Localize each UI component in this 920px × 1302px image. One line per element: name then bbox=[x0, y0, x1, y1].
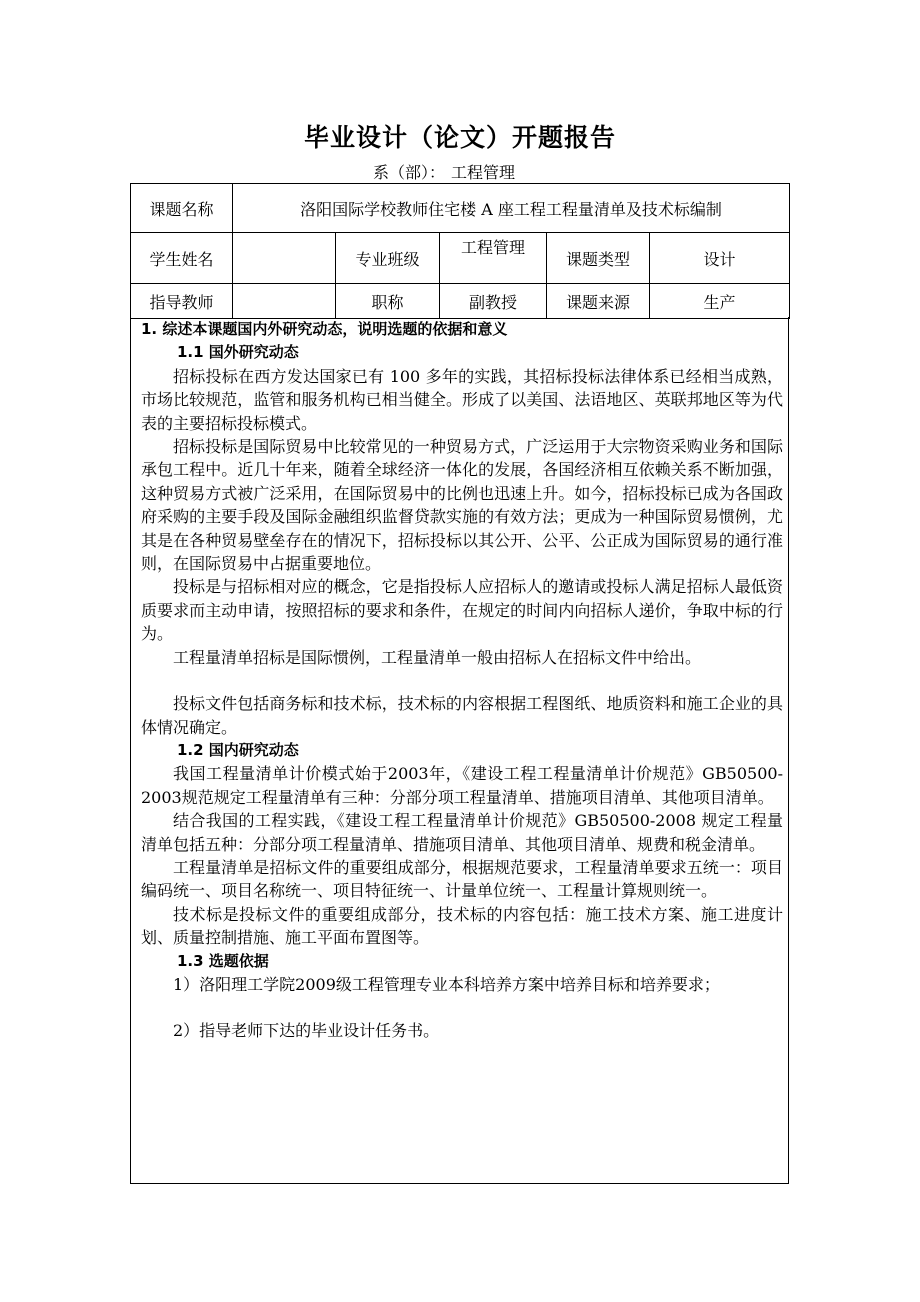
paragraph: 投标文件包括商务标和技术标，技术标的内容根据工程图纸、地质资料和施工企业的具体情况确定。 bbox=[141, 694, 783, 737]
advisor-label: 指导教师 bbox=[131, 284, 233, 319]
page-title: 毕业设计（论文）开题报告 bbox=[303, 123, 616, 152]
subheading-domestic: 1.2 国内研究动态 bbox=[177, 740, 299, 759]
paragraph: 结合我国的工程实践，《建设工程工程量清单计价规范》GB50500-2008 规定工程量清单包括五种：分部分项工程量清单、措施项目清单、其他项目清单、规费和税金清单。 bbox=[141, 811, 783, 854]
paragraph: 1）洛阳理工学院2009级工程管理专业本科培养方案中培养目标和培养要求； bbox=[173, 974, 720, 994]
topic-value: 洛阳国际学校教师住宅楼 A 座工程工程量清单及技术标编制 bbox=[233, 184, 790, 233]
content-box bbox=[130, 317, 789, 1184]
paragraph: 技术标是投标文件的重要组成部分，技术标的内容包括：施工技术方案、施工进度计划、质量控制措施、施工平面布置图等。 bbox=[141, 904, 783, 948]
paragraph: 我国工程量清单计价模式始于2003年，《建设工程工程量清单计价规范》GB50500-2003规范规定工程量清单有三种：分部分项工程量清单、措施项目清单、其他项目清单。 bbox=[141, 764, 783, 807]
info-table bbox=[130, 183, 790, 319]
table-row bbox=[131, 184, 790, 233]
student-label: 学生姓名 bbox=[131, 233, 233, 284]
paragraph: 工程量清单是招标文件的重要组成部分，根据规范要求，工程量清单要求五统一：项目编码统一、项目名称统一、项目特征统一、计量单位统一、工程量计算规则统一。 bbox=[141, 857, 783, 901]
section-heading: 1. 综述本课题国内外研究动态，说明选题的依据和意义 bbox=[141, 320, 508, 338]
subheading-foreign: 1.1 国外研究动态 bbox=[177, 343, 299, 362]
type-value: 设计 bbox=[650, 233, 790, 284]
table-row bbox=[131, 284, 790, 319]
table-row bbox=[131, 233, 790, 284]
paragraph: 2）指导老师下达的毕业设计任务书。 bbox=[173, 1021, 440, 1041]
advisor-value bbox=[233, 284, 336, 319]
spacer bbox=[141, 669, 783, 692]
department-value: 工程管理 bbox=[451, 163, 516, 182]
paragraph: 招标投标在西方发达国家已有 100 多年的实践，其招标投标法律体系已经相当成熟，市场比较规范，监管和服务机构已相当健全。形成了以美国、法语地区、英联邦地区等为代表的主要招标投标模式。 bbox=[141, 366, 783, 433]
paragraph: 招标投标是国际贸易中比较常见的一种贸易方式，广泛运用于大宗物资采购业务和国际承包工程中。近几十年来，随着全球经济一体化的发展，各国经济相互依赖关系不断加强，这种贸易方式被广泛采用，在国际贸易中的比例也迅速上升。如今，招标投标已成为各国政府采购的主要手段及国际金融组织监督贷款实施的有效方法；更成为一种国际贸易惯例，尤其是在各种贸易壁垒存在的情况下，招标投标以其公开、公平、公正成为国际贸易的通行准则，在国际贸易中占据重要地位。 bbox=[141, 437, 783, 574]
spacer bbox=[141, 996, 783, 1019]
paragraph: 工程量清单招标是国际惯例，工程量清单一般由招标人在招标文件中给出。 bbox=[173, 647, 702, 667]
major-value: 工程管理 bbox=[440, 233, 547, 284]
section-content bbox=[141, 318, 783, 1043]
rank-label: 职称 bbox=[336, 284, 440, 319]
source-label: 课题来源 bbox=[547, 284, 650, 319]
department-label: 系（部）： bbox=[373, 163, 446, 182]
source-value: 生产 bbox=[650, 284, 790, 319]
type-label: 课题类型 bbox=[547, 233, 650, 284]
paragraph: 投标是与招标相对应的概念，它是指投标人应招标人的邀请或投标人满足招标人最低资质要求而主动申请，按照招标的要求和条件，在规定的时间内向招标人递价，争取中标的行为。 bbox=[141, 577, 783, 644]
subheading-basis: 1.3 选题依据 bbox=[177, 951, 269, 970]
rank-value: 副教授 bbox=[440, 284, 547, 319]
student-value bbox=[233, 233, 336, 284]
topic-label: 课题名称 bbox=[131, 184, 233, 233]
major-label: 专业班级 bbox=[336, 233, 440, 284]
department-line bbox=[373, 160, 521, 183]
